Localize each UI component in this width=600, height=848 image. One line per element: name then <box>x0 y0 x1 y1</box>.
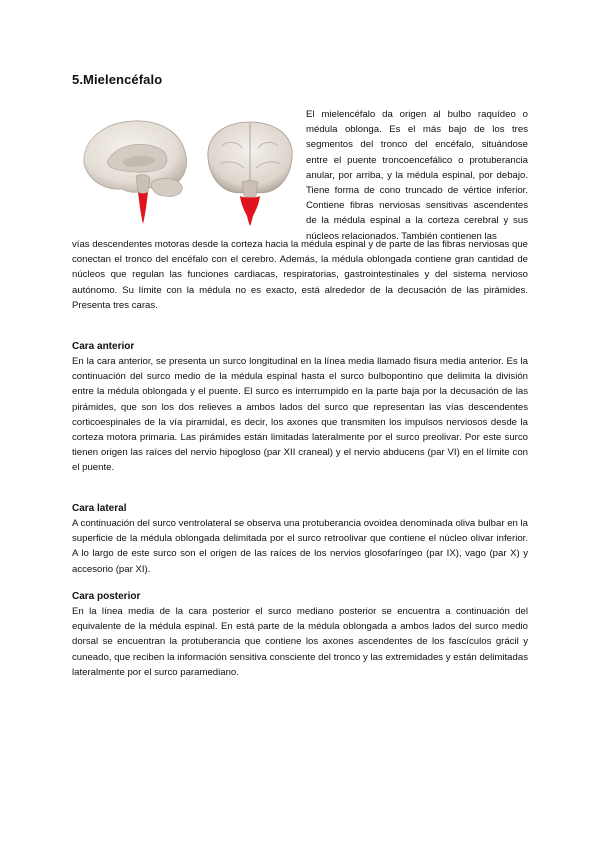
intro-paragraph-right: El mielencéfalo da origen al bulbo raquídeo o médula oblonga. Es el más bajo de los tres segmentos del tronco del encéfalo, situándose entre el puente troncoencefálico o protuberancia anular, por arriba, y la médula espinal, por debajo. Tiene forma de cono truncado de vértice inferior. Contiene fibras nerviosas sensitivas ascendentes de la médula espinal a la corteza cerebral y sus núcleos relacionados. También contienen las <box>306 109 528 242</box>
intro-paragraph-continued: vías descendentes motoras desde la corteza hacia la médula espinal y de parte de las fibras nerviosas que conectan el tronco del encéfalo con el cerebro. Además, la médula oblongada contiene gran cantidad de núcleos que regulan las funciones cardiacas, respiratorias, gastrointestinales y del sistema nervioso autónomo. Su límite con la médula no es exacto, está alrededor de la decusación de las pirámides. Presenta tres caras. <box>72 239 528 311</box>
page-title: 5.Mielencéfalo <box>72 72 163 87</box>
brain-lateral-icon <box>84 121 187 224</box>
section-body-anterior: En la cara anterior, se presenta un surco longitudinal en la línea media llamado fisura media anterior. Es la continuación del surco medio de la médula espinal hasta el surco bulbopontino que delimita la división entre la médula oblongada y el puente. El surco es interrumpido en la parte baja por la decusación de las pirámides, que son los dos relieves a ambos lados del surco que representan las vías descendentes corticoespinales de la vía piramidal, es decir, los axones que transmiten los impulsos nerviosos desde la corteza motora primaria. Las pirámides están limitadas lateralmente por el surco preolivar. Por este surco tienen origen las raíces del nervio hipogloso (par XII craneal) y el nervio abducens (par VI) en el límite con el puente. <box>72 356 528 474</box>
section-heading-posterior: Cara posterior <box>72 591 141 602</box>
section-heading-anterior: Cara anterior <box>72 341 135 352</box>
brain-figure <box>78 112 300 230</box>
brain-frontal-icon <box>208 122 292 226</box>
section-heading-lateral: Cara lateral <box>72 503 127 514</box>
section-body-posterior: En la línea media de la cara posterior el surco mediano posterior se encuentra a continuación del equivalente de la médula espinal. En está parte de la médula oblongada a ambos lados del surco medio dorsal se encuentran la protuberancia que contiene los axones ascendentes de los fascículos grácil y cuneado, que reciben la información sensitiva consciente del tronco y las extremidades y están delimitadas lateralmente por el surco paramediano. <box>72 606 528 678</box>
section-body-lateral: A continuación del surco ventrolateral se observa una protuberancia ovoidea denominada oliva bulbar en la superficie de la médula oblongada delimitada por el surco retroolivar que contiene el núcleo olivar inferior. A lo largo de este surco son el origen de las raíces de los nervios glosofaríngeo (par IX), vago (par X) y accesorio (par XI). <box>72 518 529 575</box>
